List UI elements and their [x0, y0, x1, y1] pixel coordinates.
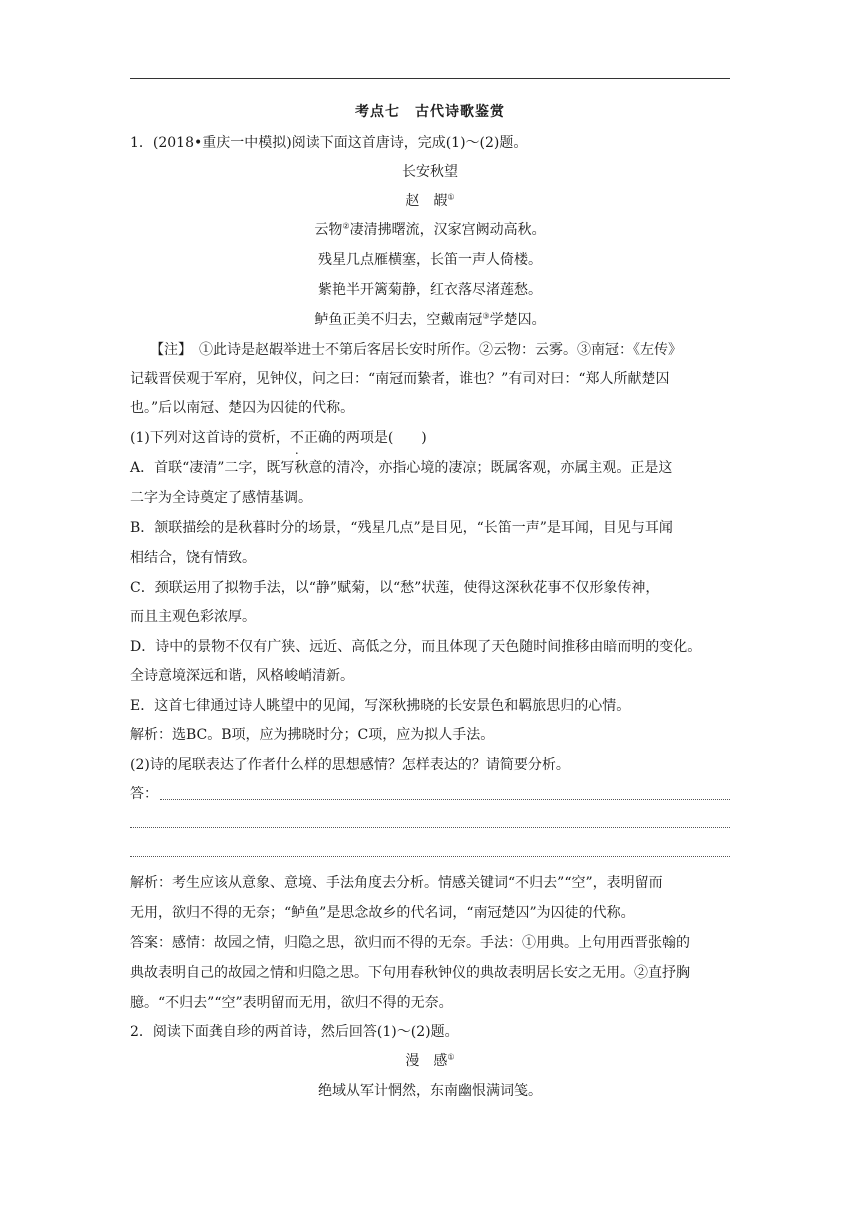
option-b-line-1: B．颔联描绘的是秋暮时分的场景，“残星几点”是目见，“长笛一声”是耳闻，目见与耳闻	[130, 520, 673, 536]
section-title: 考点七 古代诗歌鉴赏	[355, 104, 505, 120]
option-d-line-2: 全诗意境深远和谐，风格峻峭清新。	[130, 668, 354, 684]
emphasis-mark: 不	[289, 430, 304, 446]
question-1-intro: 1．(2018•重庆一中模拟)阅读下面这首唐诗，完成(1)～(2)题。	[130, 135, 528, 151]
poem-title: 长安秋望	[402, 164, 458, 180]
option-a-line-2: 二字为全诗奠定了感情基调。	[130, 490, 312, 506]
option-e: E．这首七律通过诗人眺望中的见闻，写深秋拂晓的长安景色和羁旅思归的心情。	[130, 698, 631, 714]
poem-line-3: 紫艳半开篱菊静，红衣落尽渚莲愁。	[318, 282, 542, 298]
answer-label: 答：	[130, 786, 158, 802]
option-a-line-1: A．首联“凄清”二字，既写秋意的清冷，亦指心境的凄凉；既属客观，亦属主观。正是这	[130, 460, 673, 476]
analysis-2-line-1: 解析：考生应该从意象、意境、手法角度去分析。情感关键词“不归去”“空”，表明留而	[130, 875, 663, 891]
option-c-line-2: 而且主观色彩浓厚。	[130, 609, 256, 625]
poem-line-2: 残星几点雁横塞，长笛一声人倚楼。	[318, 252, 542, 268]
answer-blank-3	[130, 841, 730, 861]
option-c-line-1: C．颈联运用了拟物手法，以“静”赋菊，以“愁”状莲，使得这深秋花事不仅形象传神，	[130, 580, 660, 596]
sub-question-1: (1)下列对这首诗的赏析，不正确的两项是( )	[130, 430, 427, 446]
answer-blank-2	[130, 812, 730, 832]
answer-line-3: 臆。“不归去”“空”表明留而无用，欲归不得的无奈。	[130, 995, 453, 1011]
analysis-2-line-2: 无用，欲归不得的无奈；“鲈鱼”是思念故乡的代名词，“南冠楚囚”为囚徒的代称。	[130, 905, 635, 921]
answer-line-1: 答案：感情：故园之情，归隐之思，欲归而不得的无奈。手法：①用典。上句用西晋张翰的	[130, 935, 690, 951]
question-2-intro: 2．阅读下面龚自珍的两首诗，然后回答(1)～(2)题。	[130, 1024, 459, 1040]
analysis-1: 解析：选BC。B项，应为拂晓时分；C项，应为拟人手法。	[130, 727, 495, 743]
poem-line-4: 鲈鱼正美不归去，空戴南冠③学楚囚。	[314, 311, 546, 328]
poem-2-title: 漫 感①	[405, 1052, 455, 1069]
option-d-line-1: D．诗中的景物不仅有广狭、远近、高低之分，而且体现了天色随时间推移由暗而明的变化。	[130, 639, 702, 655]
note-line-3: 也。”后以南冠、楚囚为囚徒的代称。	[130, 400, 355, 416]
answer-line-2: 典故表明自己的故园之情和归隐之思。下句用春秋钟仪的典故表明居长安之无用。②直抒胸	[130, 965, 690, 981]
poem-line-1: 云物②凄清拂曙流，汉家宫阙动高秋。	[314, 221, 546, 238]
poet-name: 赵 嘏①	[405, 192, 455, 209]
option-b-line-2: 相结合，饶有情致。	[130, 550, 256, 566]
note-line-1: 【注】 ①此诗是赵嘏举进士不第后客居长安时所作。②云物：云雾。③南冠：《左传》	[150, 342, 682, 358]
note-line-2: 记载晋侯观于军府，见钟仪，问之曰：“南冠而絷者，谁也？”有司对曰：“郑人所献楚囚	[130, 371, 670, 387]
poem-2-line-1: 绝域从军计惘然，东南幽恨满词笺。	[318, 1083, 542, 1099]
answer-blank-1	[130, 784, 730, 804]
header-rule	[130, 78, 730, 79]
sub-question-2: (2)诗的尾联表达了作者什么样的思想感情？怎样表达的？请简要分析。	[130, 757, 570, 773]
